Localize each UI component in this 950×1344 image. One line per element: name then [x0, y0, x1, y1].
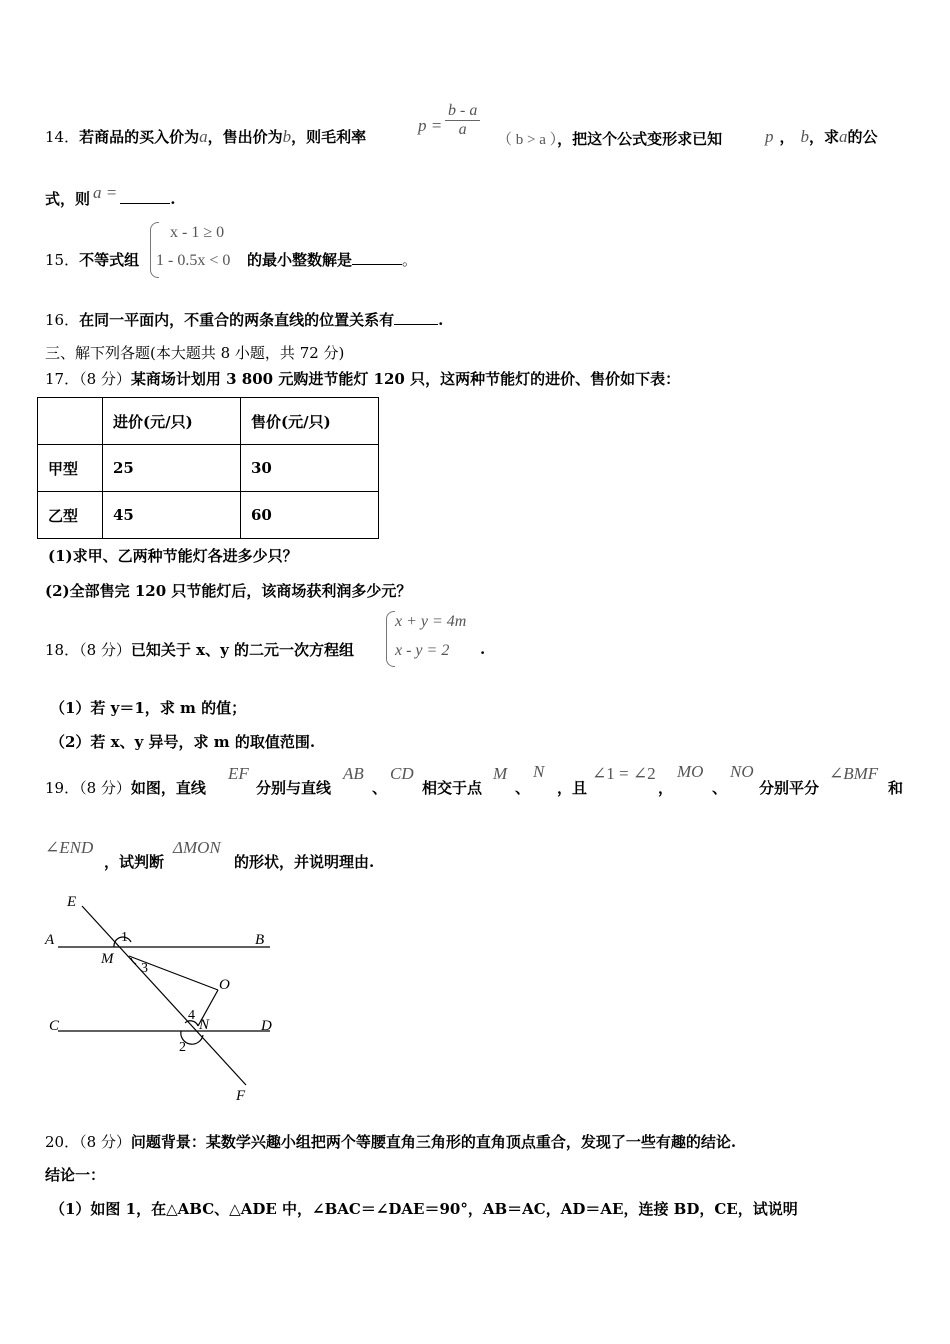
q14-line1: 14．若商品的买入价为a，售出价为b，则毛利率: [45, 127, 367, 146]
table-row: [38, 492, 379, 539]
table-cell: [38, 398, 103, 445]
table-cell: 25: [103, 445, 241, 492]
q19-figure: [38, 892, 288, 1112]
q19-sep-1: 、: [372, 779, 388, 797]
q19-text-4: ，且: [557, 779, 588, 797]
table-row: [38, 445, 379, 492]
q14-line1-rest: （ b > a ），把这个公式变形求已知: [497, 130, 723, 148]
q19-line-EF: EF: [228, 764, 249, 783]
label-E: E: [67, 894, 77, 910]
q19-point-N: N: [533, 762, 545, 781]
q19-triangle-MON: ΔMON: [173, 838, 221, 857]
q19-MO: MO: [677, 762, 704, 781]
q16-answer-blank[interactable]: [394, 310, 438, 325]
table-cell: 进价(元/只): [103, 398, 241, 445]
q19-text-2: 分别与直线: [256, 779, 332, 797]
q19-point-M: M: [493, 764, 508, 783]
label-4: 4: [188, 1008, 195, 1023]
q19-comma: ，: [658, 779, 674, 797]
q20-subquestion-1: （1）如图 1，在△ABC、△ADE 中，∠BAC＝∠DAE＝90°，AB＝AC，AD＝AE，连接 BD，CE，试说明: [50, 1200, 798, 1218]
q19-sep-2: 、: [515, 779, 531, 797]
q19-text-7: ，试判断: [104, 853, 165, 871]
q18-subquestion-2: （2）若 x、y 异号，求 m 的取值范围.: [50, 733, 316, 751]
q15-suffix: 的最小整数解是 。: [247, 251, 418, 269]
q19-NO: NO: [730, 762, 754, 781]
q19-prefix: 19．（8 分）如图，直线: [45, 779, 206, 797]
label-2: 2: [179, 1040, 186, 1055]
section-heading: 三、解下列各题(本大题共 8 小题，共 72 分): [45, 344, 345, 362]
q19-angle-END: ∠END: [45, 838, 94, 857]
table-cell: 乙型: [38, 492, 103, 539]
table-cell: 甲型: [38, 445, 103, 492]
q19-sep-3: 、: [712, 779, 728, 797]
label-M: M: [101, 951, 114, 967]
q20-line: 20．（8 分）问题背景：某数学兴趣小组把两个等腰直角三角形的直角顶点重合，发现了一些有趣的结论.: [45, 1133, 737, 1151]
q19-text-3: 相交于点: [422, 779, 483, 797]
line-EF: [82, 906, 246, 1085]
q17-subquestion-2: (2)全部售完 120 只节能灯后，该商场获利润多少元？: [45, 582, 412, 600]
q14-line2: 式，则 a = .: [45, 183, 176, 208]
table-cell: 30: [241, 445, 379, 492]
q18-brace: [386, 611, 395, 667]
q18-line: 18．（8 分）已知关于 x、y 的二元一次方程组: [45, 641, 355, 659]
q17-subquestion-1: (1)求甲、乙两种节能灯各进多少只？: [48, 547, 298, 565]
label-1: 1: [121, 930, 128, 945]
label-3: 3: [141, 961, 148, 976]
q19-text-8: 的形状，并说明理由.: [234, 853, 375, 871]
label-O: O: [219, 977, 230, 993]
q15-answer-blank[interactable]: [352, 250, 402, 265]
table-cell: 售价(元/只): [241, 398, 379, 445]
q18-equation-1: x + y = 4m: [395, 613, 467, 630]
q17-price-table: [37, 397, 379, 539]
q15-prefix: 15．不等式组: [45, 251, 140, 269]
q19-text-5: 分别平分: [759, 779, 820, 797]
q18-end: .: [480, 640, 486, 658]
label-A: A: [45, 932, 55, 948]
q19-angle-BMF: ∠BMF: [829, 764, 879, 783]
q19-line-AB: AB: [343, 764, 364, 783]
q14-line1-vars: p ， b，求a的公: [765, 127, 878, 146]
table-row: [38, 398, 379, 445]
q14-number: 14．: [45, 128, 80, 146]
q18-subquestion-1: （1）若 y＝1，求 m 的值；: [50, 699, 247, 717]
label-D: D: [261, 1018, 272, 1034]
table-cell: 45: [103, 492, 241, 539]
table-cell: 60: [241, 492, 379, 539]
label-C: C: [49, 1018, 60, 1034]
q16-line: 16．在同一平面内，不重合的两条直线的位置关系有 .: [45, 311, 444, 329]
q14-p-equals: p =: [418, 116, 443, 135]
q14-answer-blank[interactable]: [120, 189, 170, 204]
q19-angles: ∠1 = ∠2: [592, 764, 656, 783]
q15-inequality-2: 1 - 0.5x < 0: [156, 252, 231, 269]
q19-text-6: 和: [888, 779, 904, 797]
q18-equation-2: x - y = 2: [395, 642, 450, 659]
q14-fraction: $\frac{b - a}{a}$: [445, 102, 480, 139]
q15-inequality-1: x - 1 ≥ 0: [170, 224, 225, 241]
label-B: B: [255, 932, 265, 948]
label-F: F: [236, 1088, 246, 1104]
q20-conclusion-heading: 结论一：: [45, 1166, 106, 1184]
q19-line-CD: CD: [390, 764, 414, 783]
label-N: N: [199, 1017, 210, 1033]
q17-line: 17．（8 分）某商场计划用 3 800 元购进节能灯 120 只，这两种节能灯的进价、售价如下表：: [45, 370, 681, 388]
